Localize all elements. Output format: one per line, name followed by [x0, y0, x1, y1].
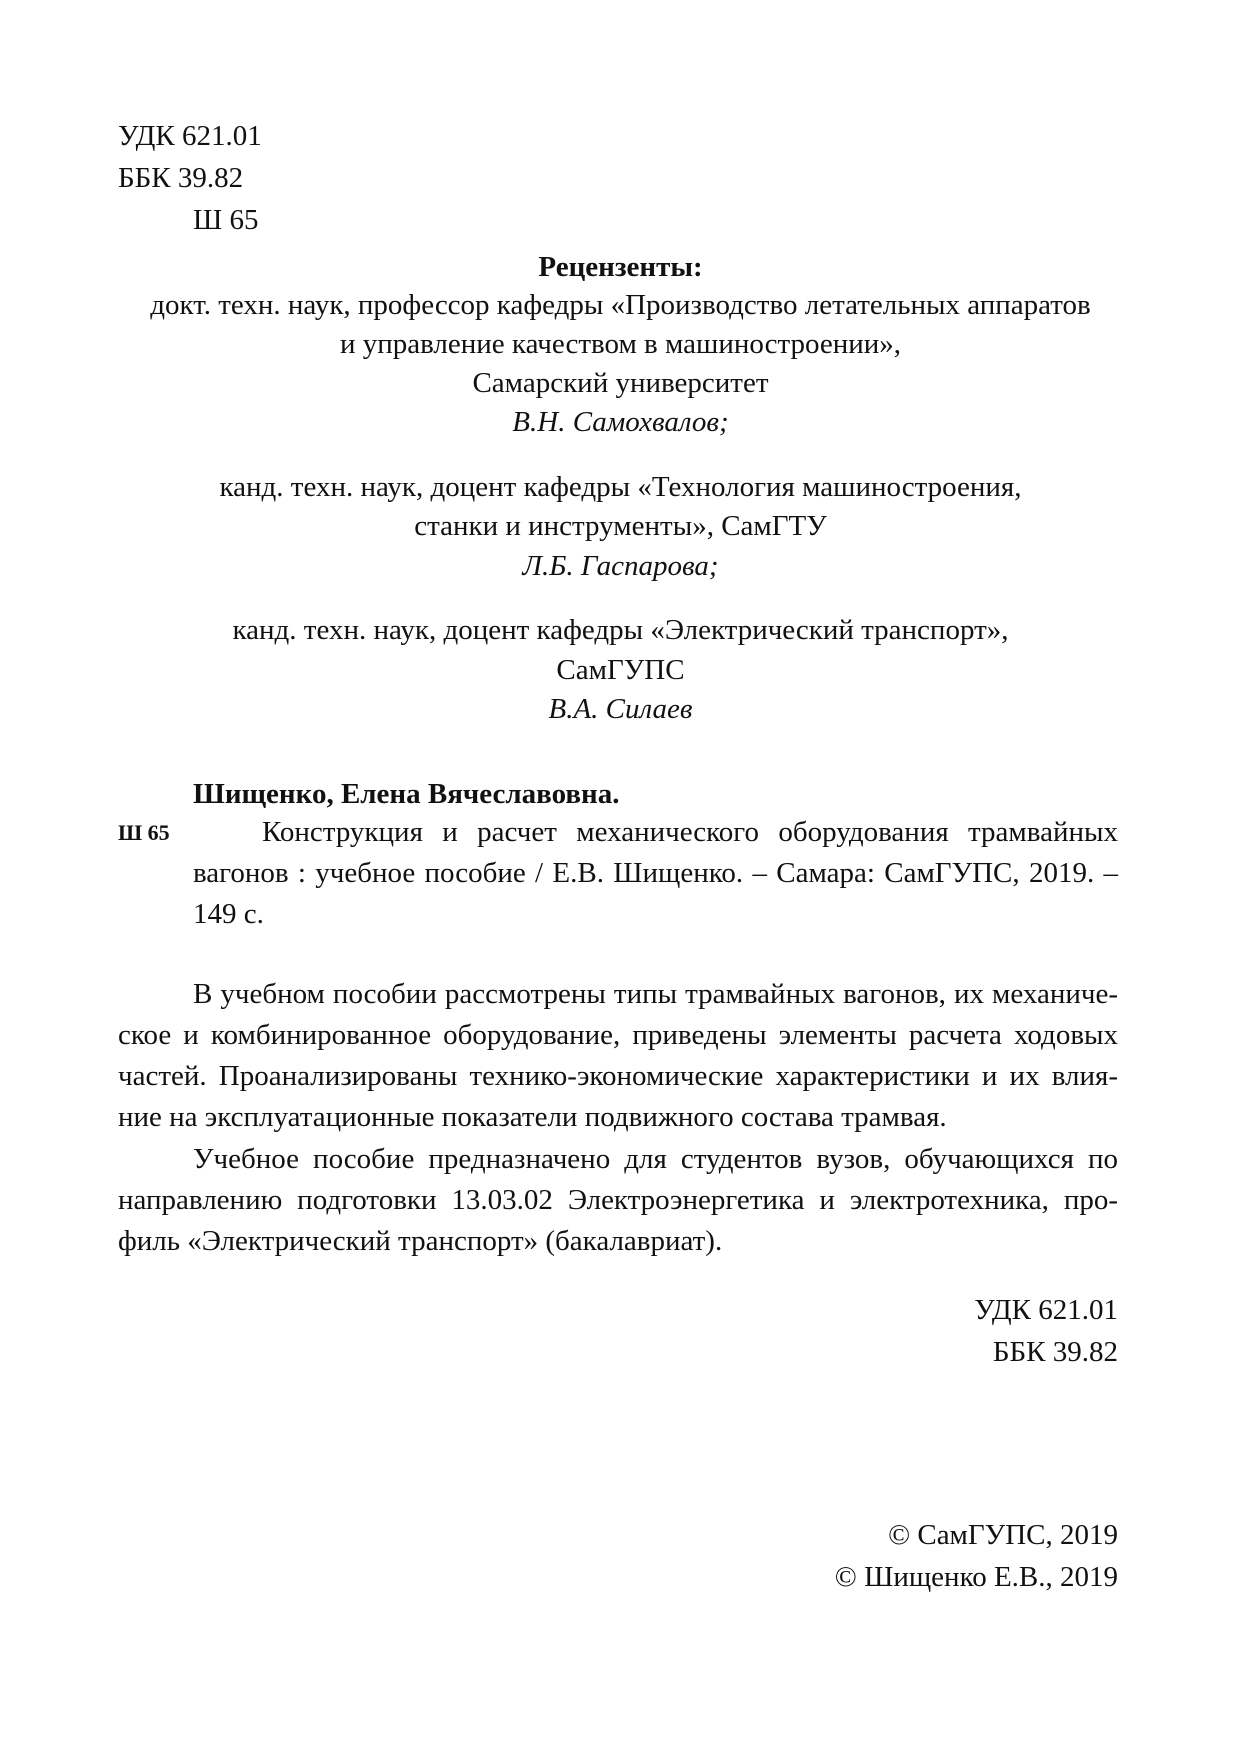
- reviewer-2-line-1: канд. техн. наук, доцент кафедры «Технология машиностроения,: [219, 471, 1022, 503]
- bib-line-2: вагонов : учебное пособие / Е.В. Шищенко. – Самара: СамГУПС, 2019. –: [193, 857, 1118, 889]
- reviewer-2-line-2: станки и инструменты», СамГТУ: [414, 510, 827, 542]
- bbk-code-right: ББК 39.82: [992, 1336, 1118, 1368]
- annotation-p2-line-1: Учебное пособие предназначено для студентов вузов, обучающихся по: [193, 1143, 1118, 1175]
- reviewers-heading: Рецензенты:: [538, 251, 703, 283]
- copyright-author: © Шищенко Е.В., 2019: [834, 1561, 1118, 1593]
- reviewer-1-name: В.Н. Самохвалов;: [512, 406, 729, 438]
- udk-code: УДК 621.01: [118, 120, 262, 152]
- reviewer-3-line-1: канд. техн. наук, доцент кафедры «Электрический транспорт»,: [232, 614, 1009, 646]
- annotation-p1-line-4: ние на эксплуатационные показатели подвижного состава трамвая.: [118, 1101, 947, 1133]
- bib-line-3: 149 с.: [193, 898, 264, 930]
- author-mark: Ш 65: [193, 204, 259, 236]
- reviewer-1-line-3: Самарский университет: [472, 367, 769, 399]
- reviewer-1-line-1: докт. техн. наук, профессор кафедры «Производство летательных аппаратов: [150, 289, 1091, 321]
- annotation-p1-line-1: В учебном пособии рассмотрены типы трамвайных вагонов, их механиче-: [193, 978, 1118, 1010]
- bib-mark: Ш 65: [118, 820, 170, 845]
- reviewer-3-name: В.А. Силаев: [548, 693, 693, 725]
- reviewer-3-line-2: СамГУПС: [556, 654, 685, 686]
- annotation-p2-line-2: направлению подготовки 13.03.02 Электроэнергетика и электротехника, про-: [118, 1184, 1118, 1216]
- bib-author: Шищенко, Елена Вячеславовна.: [193, 778, 620, 810]
- annotation-p1-line-2: ское и комбинированное оборудование, приведены элементы расчета ходовых: [118, 1019, 1118, 1051]
- bib-line-1: Конструкция и расчет механического оборудования трамвайных: [262, 816, 1118, 848]
- udk-code-right: УДК 621.01: [974, 1294, 1118, 1326]
- bbk-code: ББК 39.82: [118, 162, 244, 194]
- annotation-p2-line-3: филь «Электрический транспорт» (бакалавриат).: [118, 1225, 723, 1257]
- copyright-publisher: © СамГУПС, 2019: [888, 1519, 1118, 1551]
- annotation-p1-line-3: частей. Проанализированы технико-экономические характеристики и их влия-: [118, 1060, 1118, 1092]
- reviewer-1-line-2: и управление качеством в машиностроении»,: [339, 328, 902, 360]
- reviewer-2-name: Л.Б. Гаспарова;: [522, 550, 719, 582]
